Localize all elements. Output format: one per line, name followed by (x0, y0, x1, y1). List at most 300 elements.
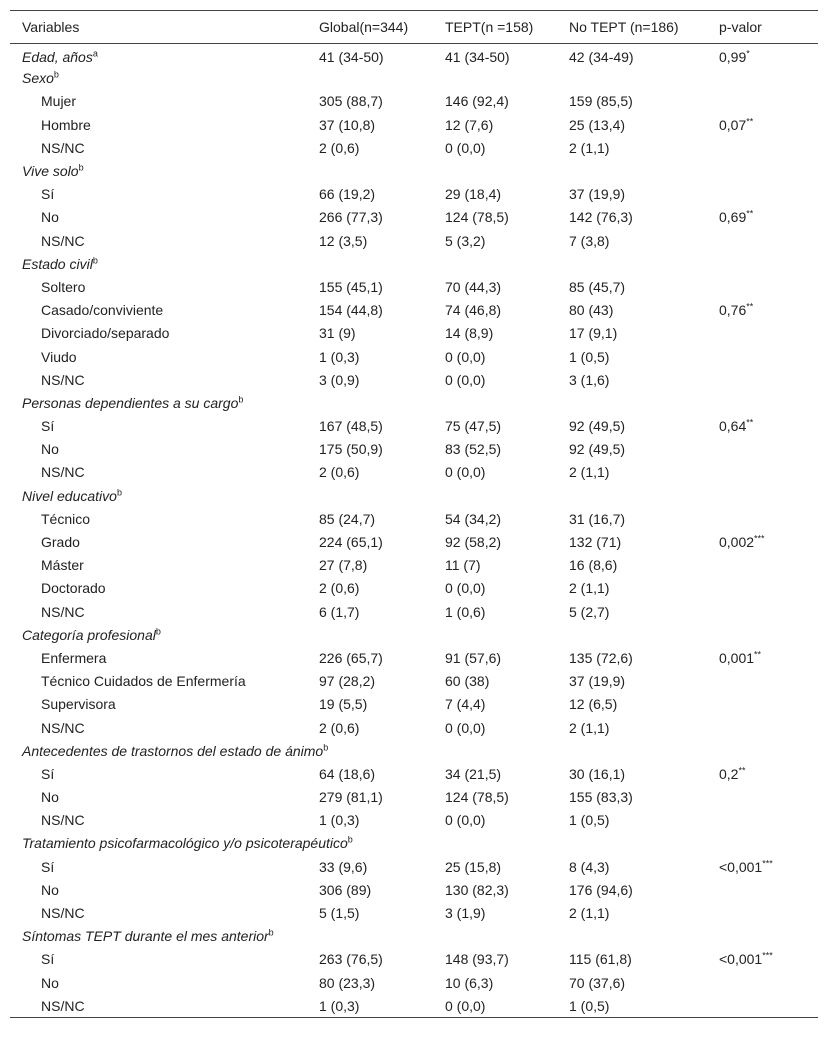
no-tept-value (557, 832, 707, 855)
p-value-cell (707, 438, 818, 461)
no-tept-value: 37 (19,9) (569, 186, 626, 203)
tept-value: 41 (34-50) (445, 49, 510, 66)
category-label-cell (10, 832, 353, 855)
no-tept-value (557, 484, 707, 507)
global-value: 155 (45,1) (319, 278, 383, 295)
tept-value (433, 484, 557, 507)
global-value: 80 (23,3) (319, 974, 376, 991)
subcategory-label-cell (10, 948, 307, 971)
subcategory-label: Sí (41, 858, 55, 875)
tept-value: 12 (7,6) (445, 116, 494, 133)
tept-value: 7 (4,4) (445, 696, 486, 713)
table-row (10, 183, 818, 206)
tept-value: 83 (52,5) (445, 441, 502, 458)
global-value: 263 (76,5) (319, 951, 383, 968)
significance-marker: ** (738, 765, 746, 776)
p-value: 0,99 (719, 49, 747, 66)
table-row (10, 948, 818, 971)
p-value-cell (707, 623, 818, 646)
tept-value: 0 (0,0) (445, 139, 486, 156)
no-tept-value: 142 (76,3) (569, 209, 633, 226)
no-tept-value: 135 (72,6) (569, 649, 633, 666)
subcategory-label-cell (10, 901, 307, 924)
category-label: Antecedentes de trastornos del estado de ánimo (22, 742, 324, 759)
subcategory-label-cell (10, 322, 307, 345)
significance-marker: ** (746, 417, 754, 428)
subcategory-label: NS/NC (41, 812, 85, 829)
global-value (307, 391, 433, 414)
category-label-cell (10, 44, 307, 67)
category-label: Estado civil (22, 255, 93, 272)
global-value: 3 (0,9) (319, 371, 360, 388)
table-row (10, 786, 818, 809)
table-row (10, 971, 818, 994)
p-value-cell (707, 670, 818, 693)
footnote-marker: a (92, 48, 98, 59)
global-value: 64 (18,6) (319, 765, 376, 782)
category-label: Sexo (22, 70, 54, 87)
subcategory-label: Sí (41, 765, 55, 782)
footnote-marker: b (53, 69, 59, 80)
global-value: 266 (77,3) (319, 209, 383, 226)
global-value: 1 (0,3) (319, 812, 360, 829)
subcategory-label-cell (10, 299, 307, 322)
category-row (10, 159, 818, 182)
global-value: 37 (10,8) (319, 116, 376, 133)
p-value-cell (707, 786, 818, 809)
table-row (10, 901, 818, 924)
subcategory-label: Doctorado (41, 580, 106, 597)
p-value-cell (707, 159, 818, 182)
subcategory-label: NS/NC (41, 603, 85, 620)
subcategory-label: Casado/conviviente (41, 302, 164, 319)
subcategory-label-cell (10, 577, 307, 600)
global-value: 1 (0,3) (319, 997, 360, 1014)
tept-value: 3 (1,9) (445, 905, 486, 922)
no-tept-value: 176 (94,6) (569, 881, 633, 898)
global-value: 97 (28,2) (319, 673, 376, 690)
significance-marker: *** (754, 533, 765, 544)
category-label-cell (10, 739, 329, 762)
global-value: 167 (48,5) (319, 418, 383, 435)
table-row (10, 762, 818, 785)
footnote-marker: b (155, 626, 161, 637)
tept-value: 1 (0,6) (445, 603, 486, 620)
tept-value: 0 (0,0) (445, 719, 486, 736)
tept-value: 124 (78,5) (445, 789, 509, 806)
significance-marker: *** (762, 858, 773, 868)
table-row (10, 90, 818, 113)
category-label-cell (10, 159, 307, 182)
table-container (10, 10, 818, 1018)
subcategory-label-cell (10, 461, 307, 484)
subcategory-label: NS/NC (41, 997, 85, 1014)
global-value: 2 (0,6) (319, 139, 360, 156)
p-value-cell (707, 391, 818, 414)
table-row (10, 322, 818, 345)
subcategory-label: No (41, 441, 59, 458)
subcategory-label: No (41, 209, 59, 226)
subcategory-label: Sí (41, 951, 55, 968)
tept-value: 14 (8,9) (445, 325, 494, 342)
p-value-cell (707, 901, 818, 924)
table-row (10, 554, 818, 577)
subcategory-label: Hombre (41, 116, 91, 133)
tept-value (433, 739, 557, 762)
category-row (10, 484, 818, 507)
category-label: Edad, años (22, 49, 93, 66)
subcategory-label: Soltero (41, 278, 86, 295)
no-tept-value (557, 391, 707, 414)
category-label: Vive solo (22, 163, 79, 180)
table-row (10, 507, 818, 530)
category-label: Tratamiento psicofarmacológico y/o psicoterapéutico (22, 835, 348, 852)
p-value-cell (707, 507, 818, 530)
tept-value: 92 (58,2) (445, 534, 502, 551)
no-tept-value: 92 (49,5) (569, 441, 626, 458)
global-value: 2 (0,6) (319, 580, 360, 597)
table-row (10, 136, 818, 159)
no-tept-value (557, 67, 707, 90)
table-row (10, 994, 818, 1017)
category-row (10, 739, 818, 762)
subcategory-label: Máster (41, 557, 84, 574)
table-row (10, 855, 818, 878)
subcategory-label: Mujer (41, 93, 77, 110)
p-value-cell (707, 415, 818, 438)
subcategory-label: No (41, 881, 59, 898)
global-value: 175 (50,9) (319, 441, 383, 458)
table-row (10, 438, 818, 461)
no-tept-value: 2 (1,1) (569, 139, 610, 156)
subcategory-label-cell (10, 530, 307, 553)
p-value: 0,69 (719, 209, 747, 226)
tept-value: 25 (15,8) (445, 858, 502, 875)
header-row (10, 11, 818, 44)
subcategory-label-cell (10, 113, 307, 136)
global-value: 12 (3,5) (319, 232, 368, 249)
tept-value: 0 (0,0) (445, 812, 486, 829)
no-tept-value: 25 (13,4) (569, 116, 626, 133)
p-value-cell (707, 252, 818, 275)
p-value-cell (707, 878, 818, 901)
p-value: 0,07 (719, 116, 747, 133)
subcategory-label-cell (10, 762, 307, 785)
tept-value: 29 (18,4) (445, 186, 502, 203)
category-label-cell (10, 67, 307, 90)
p-value-cell (707, 299, 818, 322)
subcategory-label: NS/NC (41, 371, 85, 388)
global-value: 66 (19,2) (319, 186, 376, 203)
global-value: 224 (65,1) (319, 534, 383, 551)
table-row (10, 577, 818, 600)
p-value-cell (707, 368, 818, 391)
table-row (10, 229, 818, 252)
subcategory-label: No (41, 789, 59, 806)
no-tept-value: 7 (3,8) (569, 232, 610, 249)
global-value: 2 (0,6) (319, 719, 360, 736)
p-value-cell (707, 275, 818, 298)
subcategory-label-cell (10, 693, 307, 716)
p-value-cell (707, 113, 818, 136)
global-value (307, 159, 433, 182)
subcategory-label: Sí (41, 186, 55, 203)
table-row (10, 809, 818, 832)
table-row (10, 368, 818, 391)
p-value-cell (707, 693, 818, 716)
p-value-cell (707, 762, 818, 785)
no-tept-value: 115 (61,8) (569, 951, 632, 968)
header-tept: TEPT(n =158) (445, 19, 534, 35)
tept-value (433, 925, 557, 948)
category-label-cell (10, 623, 307, 646)
global-value: 154 (44,8) (319, 302, 383, 319)
p-value: 0,64 (719, 418, 747, 435)
p-value: 0,76 (719, 302, 747, 319)
global-value (307, 484, 433, 507)
table-header (10, 11, 818, 44)
subcategory-label-cell (10, 600, 307, 623)
subcategory-label-cell (10, 438, 307, 461)
no-tept-value: 132 (71) (569, 534, 622, 551)
p-value-cell (707, 577, 818, 600)
category-label: Nivel educativo (22, 487, 117, 504)
category-label-cell (10, 252, 307, 275)
category-label: Personas dependientes a su cargo (22, 394, 239, 411)
subcategory-label-cell (10, 878, 307, 901)
p-value: 0,001 (719, 649, 755, 666)
no-tept-value (557, 159, 707, 182)
p-value-cell (707, 716, 818, 739)
subcategory-label-cell (10, 716, 307, 739)
p-value-cell (707, 971, 818, 994)
subcategory-label-cell (10, 345, 307, 368)
global-value: 226 (65,7) (319, 649, 383, 666)
no-tept-value: 2 (1,1) (569, 905, 610, 922)
category-row (10, 391, 818, 414)
global-value: 85 (24,7) (319, 510, 376, 527)
table-row (10, 299, 818, 322)
significance-marker: ** (746, 301, 754, 312)
tept-value: 130 (82,3) (445, 881, 509, 898)
tept-value (433, 832, 557, 855)
subcategory-label-cell (10, 670, 307, 693)
tept-value: 70 (44,3) (445, 278, 502, 295)
no-tept-value: 92 (49,5) (569, 418, 626, 435)
p-value-cell (707, 530, 818, 553)
category-row (10, 67, 818, 90)
no-tept-value: 80 (43) (569, 302, 614, 319)
subcategory-label-cell (10, 415, 307, 438)
significance-marker: * (746, 48, 750, 59)
table-row (10, 878, 818, 901)
header-global: Global(n=344) (319, 19, 409, 35)
no-tept-value: 159 (85,5) (569, 93, 633, 110)
no-tept-value: 17 (9,1) (569, 325, 618, 342)
subcategory-label: NS/NC (41, 232, 85, 249)
significance-marker: ** (746, 208, 754, 219)
p-value-cell (707, 136, 818, 159)
global-value: 279 (81,1) (319, 789, 383, 806)
table-row (10, 600, 818, 623)
p-value-cell (707, 832, 818, 855)
subcategory-label: Sí (41, 418, 55, 435)
category-row (10, 252, 818, 275)
footnote-marker: b (78, 162, 84, 173)
category-row (10, 925, 818, 948)
no-tept-value: 42 (34-49) (569, 49, 634, 66)
table-body (10, 44, 818, 1018)
tept-value: 0 (0,0) (445, 580, 486, 597)
tept-value (433, 159, 557, 182)
category-label-cell (10, 391, 307, 414)
no-tept-value: 8 (4,3) (569, 858, 610, 875)
subcategory-label-cell (10, 809, 307, 832)
category-row (10, 623, 818, 646)
tept-value: 54 (34,2) (445, 510, 502, 527)
global-value: 27 (7,8) (319, 557, 368, 574)
tept-value (433, 391, 557, 414)
global-value (307, 67, 433, 90)
tept-value: 124 (78,5) (445, 209, 509, 226)
global-value: 305 (88,7) (319, 93, 383, 110)
header-p-valor: p-valor (719, 19, 762, 35)
subcategory-label: Supervisora (41, 696, 116, 713)
subcategory-label-cell (10, 646, 307, 669)
global-value: 1 (0,3) (319, 348, 360, 365)
p-value-cell (707, 322, 818, 345)
tept-value: 91 (57,6) (445, 649, 502, 666)
tept-value: 0 (0,0) (445, 997, 486, 1014)
global-value: 2 (0,6) (319, 464, 360, 481)
p-value-cell (707, 994, 818, 1017)
no-tept-value (557, 925, 707, 948)
subcategory-label-cell (10, 855, 307, 878)
no-tept-value: 155 (83,3) (569, 789, 633, 806)
category-label: Categoría profesional (22, 626, 156, 643)
no-tept-value: 12 (6,5) (569, 696, 618, 713)
table-row (10, 646, 818, 669)
subcategory-label-cell (10, 507, 307, 530)
table-row (10, 693, 818, 716)
table-row (10, 461, 818, 484)
subcategory-label: NS/NC (41, 139, 85, 156)
subcategory-label: NS/NC (41, 464, 85, 481)
subcategory-label-cell (10, 90, 307, 113)
no-tept-value: 3 (1,6) (569, 371, 610, 388)
p-value: <0,001 (719, 951, 763, 968)
p-value: <0,001 (719, 858, 763, 875)
subcategory-label: Grado (41, 534, 80, 551)
p-value-cell (707, 206, 818, 229)
significance-marker: ** (754, 649, 762, 660)
footnote-marker: b (268, 927, 274, 938)
significance-marker: ** (746, 116, 754, 126)
subcategory-label-cell (10, 229, 307, 252)
table-row (10, 530, 818, 553)
p-value-cell (707, 44, 818, 67)
p-value-cell (707, 345, 818, 368)
no-tept-value (557, 623, 707, 646)
tept-value: 11 (7) (445, 557, 481, 574)
no-tept-value: 31 (16,7) (569, 510, 626, 527)
category-label: Síntomas TEPT durante el mes anterior (22, 928, 269, 945)
table-row (10, 113, 818, 136)
global-value: 19 (5,5) (319, 696, 368, 713)
subcategory-label-cell (10, 206, 307, 229)
p-value-cell (707, 183, 818, 206)
global-value: 306 (89) (319, 881, 372, 898)
global-value (307, 925, 433, 948)
tept-value: 75 (47,5) (445, 418, 502, 435)
table-row (10, 716, 818, 739)
subcategory-label-cell (10, 554, 307, 577)
p-value-cell (707, 809, 818, 832)
subcategory-label-cell (10, 275, 307, 298)
p-value-cell (707, 484, 818, 507)
no-tept-value: 2 (1,1) (569, 580, 610, 597)
no-tept-value: 5 (2,7) (569, 603, 610, 620)
p-value-cell (707, 855, 818, 878)
header-no-tept: No TEPT (n=186) (569, 19, 679, 35)
tept-value: 0 (0,0) (445, 464, 486, 481)
footnote-marker: b (92, 255, 98, 266)
no-tept-value: 30 (16,1) (569, 765, 626, 782)
category-row (10, 44, 818, 67)
no-tept-value (557, 252, 707, 275)
subcategory-label: Técnico Cuidados de Enfermería (41, 673, 246, 690)
subcategory-label-cell (10, 971, 307, 994)
subcategory-label: Viudo (41, 348, 77, 365)
p-value-cell (707, 90, 818, 113)
no-tept-value (557, 739, 707, 762)
global-value: 6 (1,7) (319, 603, 360, 620)
no-tept-value: 85 (45,7) (569, 278, 626, 295)
subcategory-label-cell (10, 136, 307, 159)
no-tept-value: 2 (1,1) (569, 464, 610, 481)
footnote-marker: b (347, 834, 353, 845)
subcategory-label-cell (10, 786, 307, 809)
subcategory-label: No (41, 974, 59, 991)
p-value-cell (707, 600, 818, 623)
p-value-cell (707, 67, 818, 90)
tept-value: 10 (6,3) (445, 974, 494, 991)
footnote-marker: b (238, 394, 244, 405)
p-value-cell (707, 554, 818, 577)
p-value-cell (707, 739, 818, 762)
tept-value (433, 252, 557, 275)
global-value (307, 252, 433, 275)
subcategory-label: Técnico (41, 510, 91, 527)
header-variables: Variables (22, 19, 80, 35)
tept-value: 34 (21,5) (445, 765, 502, 782)
tept-value (433, 67, 557, 90)
p-value: 0,2 (719, 765, 739, 782)
no-tept-value: 37 (19,9) (569, 673, 626, 690)
p-value-cell (707, 229, 818, 252)
table-row (10, 415, 818, 438)
table-row (10, 275, 818, 298)
subcategory-label: Enfermera (41, 649, 107, 666)
footnote-marker: b (116, 487, 122, 497)
tept-value: 0 (0,0) (445, 371, 486, 388)
p-value-cell (707, 461, 818, 484)
significance-marker: *** (762, 950, 773, 961)
global-value: 33 (9,6) (319, 858, 368, 875)
table-row (10, 206, 818, 229)
no-tept-value: 16 (8,6) (569, 557, 618, 574)
global-value (307, 623, 433, 646)
